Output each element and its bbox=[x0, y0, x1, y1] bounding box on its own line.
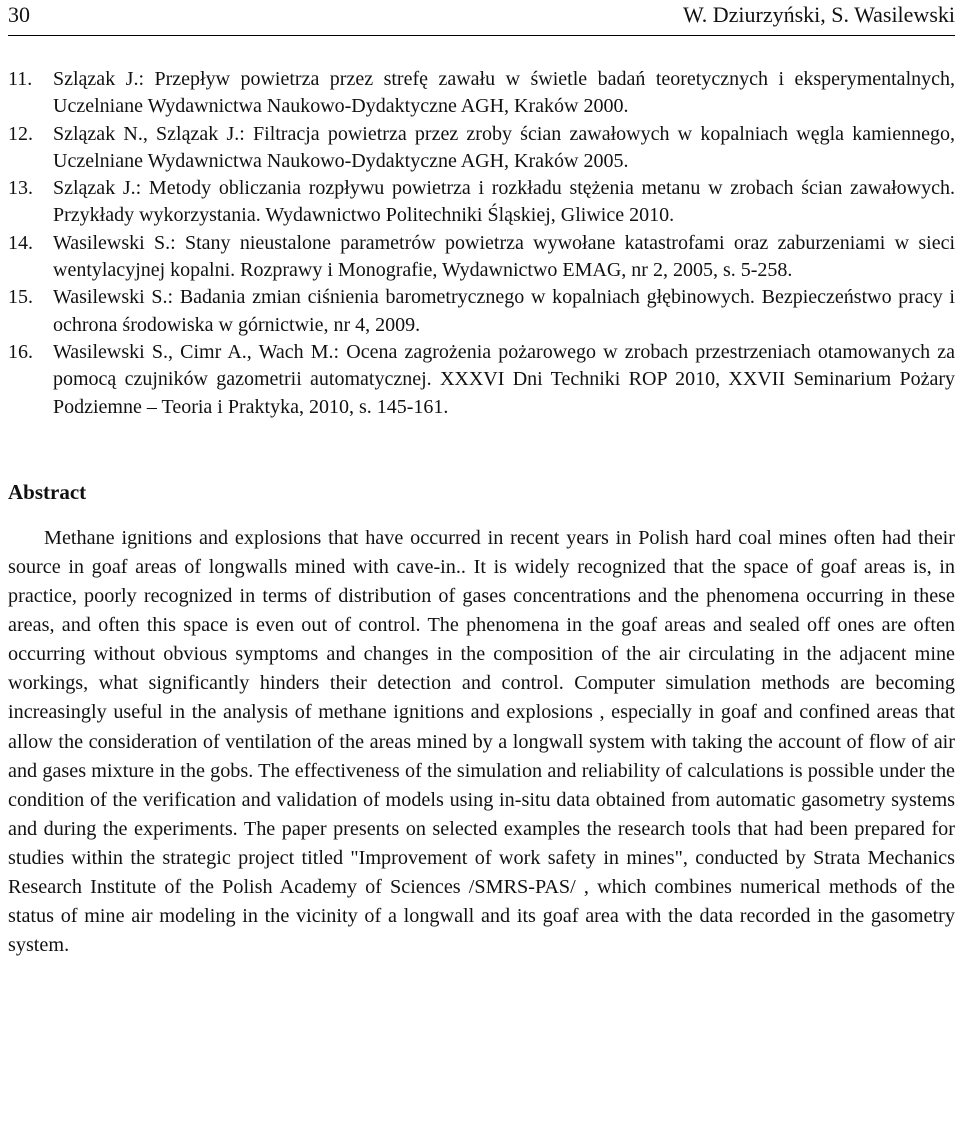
reference-text: Szlązak J.: Metody obliczania rozpływu powietrza i rozkładu stężenia metanu w zrobach ścian zawałowych. Przykłady wykorzystania. Wydawnictwo Politechniki Śląskiej, Gliwice 2010. bbox=[53, 177, 955, 227]
reference-item bbox=[8, 339, 955, 421]
reference-item bbox=[8, 230, 955, 285]
reference-item bbox=[8, 121, 955, 176]
page-number: 30 bbox=[8, 2, 30, 27]
reference-text: Wasilewski S.: Stany nieustalone parametrów powietrza wywołane katastrofami oraz zaburzeniami w sieci wentylacyjnej kopalni. Rozprawy i Monografie, Wydawnictwo EMAG, nr 2, 2005, s. 5-258. bbox=[53, 231, 955, 282]
abstract-heading: Abstract bbox=[8, 479, 87, 504]
abstract-body: Methane ignitions and explosions that have occurred in recent years in Polish hard coal mines often had their source in goaf areas of longwalls mined with cave-in.. It is widely recognized that the space of goaf areas is, in practice, poorly recognized in terms of distribution of gases concentrations and the phenomena occurring in these areas, and often this space is even out of control. The phenomena in the goaf areas and sealed off ones are often occurring without obvious symptoms and changes in the composition of the air circulating in the adjacent mine workings, what significantly hinders their detection and control. Computer simulation methods are becoming increasingly useful in the analysis of methane ignitions and explosions , especially in goaf and confined areas that allow the consideration of ventilation of the areas mined by a longwall system with taking the account of flow of air and gases mixture in the gobs. The effectiveness of the simulation and reliability of calculations is possible under the condition of the verification and validation of models using in-situ data obtained from automatic gasometry systems and during the experiments. The paper presents on selected examples the research tools that had been prepared for studies within the strategic project titled "Improvement of work safety in mines", conducted by Strata Mechanics Research Institute of the Polish Academy of Sciences /SMRS-PAS/ , which combines numerical methods of the status of mine air modeling in the vicinity of a longwall and its goaf area with the data recorded in the gasometry system. bbox=[8, 526, 955, 957]
reference-text: Szlązak J.: Przepływ powietrza przez strefę zawału w świetle badań teoretycznych i eksperymentalnych, Uczelniane Wydawnictwa Naukowo-Dydaktyczne AGH, Kraków 2000. bbox=[53, 68, 955, 118]
reference-item bbox=[8, 284, 955, 339]
reference-number: 15. bbox=[8, 286, 33, 309]
running-head-authors: W. Dziurzyński, S. Wasilewski bbox=[683, 2, 955, 27]
reference-text: Wasilewski S., Cimr A., Wach M.: Ocena zagrożenia pożarowego w zrobach przestrzeniach otamowanych za pomocą czujników gazometrii automatycznej. XXXVI Dni Techniki ROP 2010, XXVII Seminarium Pożary Podziemne – Teoria i Praktyka, 2010, s. 145-161. bbox=[53, 340, 955, 418]
reference-item bbox=[8, 175, 955, 230]
reference-text: Szlązak N., Szlązak J.: Filtracja powietrza przez zroby ścian zawałowych w kopalniach węgla kamiennego, Uczelniane Wydawnictwa Naukowo-Dydaktyczne AGH, Kraków 2005. bbox=[53, 122, 955, 172]
page-header bbox=[8, 0, 955, 36]
reference-item bbox=[8, 66, 955, 121]
reference-number: 16. bbox=[8, 340, 33, 363]
reference-number: 12. bbox=[8, 122, 33, 145]
page bbox=[8, 0, 955, 960]
reference-number: 13. bbox=[8, 177, 33, 200]
reference-list bbox=[8, 66, 955, 421]
reference-number: 14. bbox=[8, 231, 33, 254]
reference-text: Wasilewski S.: Badania zmian ciśnienia barometrycznego w kopalniach głębinowych. Bezpieczeństwo pracy i ochrona środowiska w górnictwie, nr 4, 2009. bbox=[53, 286, 955, 336]
reference-number: 11. bbox=[8, 68, 33, 90]
